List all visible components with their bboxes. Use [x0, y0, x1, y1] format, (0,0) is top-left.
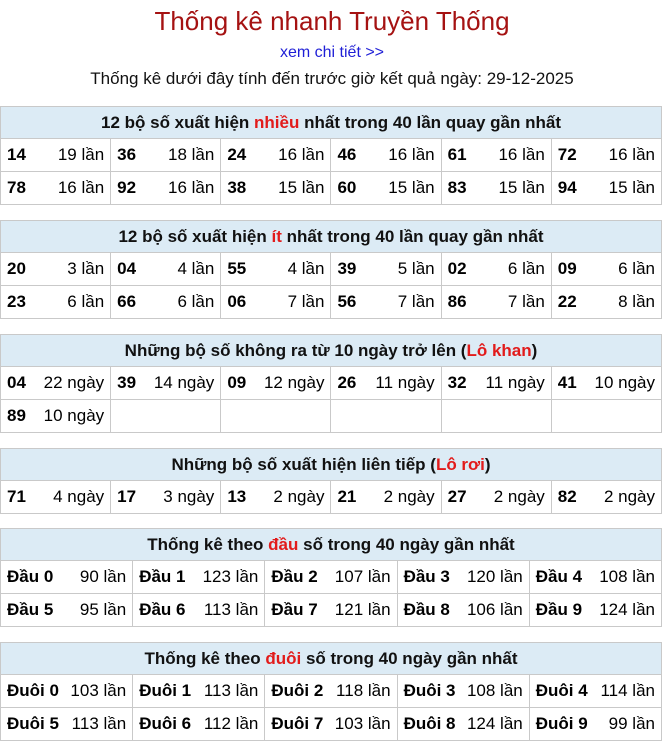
stat-cell — [529, 594, 661, 627]
count: 4 ngày — [53, 487, 105, 506]
count: 8 lần — [618, 292, 655, 311]
label: Đuôi 0 — [7, 681, 59, 700]
count: 22 ngày — [43, 373, 105, 392]
stat-cell — [397, 561, 529, 594]
label: Đuôi 3 — [403, 681, 456, 700]
heading-text: ) — [531, 340, 538, 360]
count: 15 lần — [388, 178, 435, 197]
lo-khan-heading — [1, 335, 662, 367]
heading-text: Thống kê theo — [147, 534, 269, 554]
heading-highlight: Lô khan — [466, 340, 532, 360]
count: 14 ngày — [153, 373, 215, 392]
count: 113 lần — [203, 681, 259, 700]
stat-cell — [1, 400, 111, 433]
stat-cell — [551, 172, 661, 205]
empty-cell — [331, 400, 441, 433]
stat-cell — [551, 481, 661, 514]
count: 15 lần — [498, 178, 545, 197]
number: 04 — [7, 373, 26, 392]
stat-cell — [551, 253, 661, 286]
stat-cell — [221, 481, 331, 514]
heading-text: 12 bộ số xuất hiện — [100, 112, 255, 132]
stat-cell — [441, 481, 551, 514]
table-row — [1, 400, 662, 433]
count: 90 lần — [79, 567, 127, 586]
label: Đầu 5 — [7, 600, 54, 619]
number: 89 — [7, 406, 26, 425]
number: 83 — [447, 178, 467, 197]
number: 13 — [227, 487, 247, 506]
stat-cell — [1, 286, 111, 319]
number: 61 — [447, 145, 467, 164]
label: Đuôi 6 — [139, 714, 192, 733]
count: 15 lần — [278, 178, 325, 197]
number: 04 — [117, 259, 137, 278]
table-row — [1, 253, 662, 286]
stat-cell — [221, 286, 331, 319]
label: Đầu 3 — [403, 567, 450, 586]
stat-cell — [1, 594, 133, 627]
stat-cell — [111, 253, 221, 286]
table-row — [1, 561, 662, 594]
stat-cell — [529, 708, 661, 741]
count: 121 lần — [334, 600, 391, 619]
heading-text: ) — [484, 454, 491, 474]
count: 3 ngày — [163, 487, 215, 506]
stat-cell — [397, 708, 529, 741]
label: Đầu 7 — [271, 600, 318, 619]
empty-cell — [221, 400, 331, 433]
number: 55 — [227, 259, 247, 278]
stat-cell — [1, 139, 111, 172]
count: 118 lần — [336, 681, 391, 700]
lo-khan-table — [0, 334, 662, 433]
count: 16 lần — [278, 145, 325, 164]
number: 17 — [117, 487, 137, 506]
number: 26 — [337, 373, 357, 392]
count: 16 lần — [608, 145, 655, 164]
duoi-table — [0, 642, 662, 741]
stat-cell — [331, 367, 441, 400]
count: 10 ngày — [594, 373, 655, 392]
detail-link[interactable]: xem chi tiết >> — [279, 44, 385, 61]
page-subtitle: Thống kê dưới đây tính đến trước giờ kết quả ngày: 29-12-2025 — [90, 69, 574, 88]
stat-cell — [133, 708, 265, 741]
label: Đuôi 7 — [271, 714, 324, 733]
empty-cell — [551, 400, 661, 433]
count: 11 ngày — [485, 373, 545, 392]
stat-cell — [265, 594, 397, 627]
heading-text: Những bộ số xuất hiện liên tiếp ( — [171, 454, 436, 474]
count: 10 ngày — [43, 406, 105, 425]
stat-cell — [441, 253, 551, 286]
stat-cell — [111, 139, 221, 172]
label: Đuôi 5 — [7, 714, 59, 733]
stat-cell — [221, 172, 331, 205]
count: 2 ngày — [273, 487, 325, 506]
stat-cell — [441, 367, 551, 400]
count: 3 lần — [67, 259, 105, 278]
number: 02 — [447, 259, 467, 278]
stat-cell — [1, 367, 111, 400]
label: Đầu 2 — [271, 567, 318, 586]
heading-text: Thống kê theo — [144, 648, 266, 668]
count: 16 lần — [167, 178, 215, 197]
number: 22 — [557, 292, 577, 311]
stat-cell — [441, 172, 551, 205]
label: Đầu 8 — [403, 600, 450, 619]
stat-cell — [221, 139, 331, 172]
number: 39 — [117, 373, 137, 392]
stat-cell — [111, 172, 221, 205]
count: 12 ngày — [263, 373, 325, 392]
stat-cell — [221, 253, 331, 286]
count: 6 lần — [67, 292, 105, 311]
label: Đuôi 1 — [139, 681, 192, 700]
count: 6 lần — [177, 292, 215, 311]
stat-cell — [265, 708, 397, 741]
count: 19 lần — [57, 145, 105, 164]
count: 123 lần — [202, 567, 259, 586]
number: 20 — [7, 259, 26, 278]
number: 72 — [557, 145, 577, 164]
count: 106 lần — [466, 600, 523, 619]
label: Đầu 6 — [139, 600, 186, 619]
count: 7 lần — [287, 292, 325, 311]
number: 09 — [557, 259, 577, 278]
number: 82 — [557, 487, 577, 506]
least-frequent-table — [0, 220, 662, 319]
count: 103 lần — [334, 714, 391, 733]
number: 56 — [337, 292, 357, 311]
count: 99 lần — [608, 714, 655, 733]
count: 4 lần — [287, 259, 325, 278]
stat-cell — [551, 139, 661, 172]
dau-table — [0, 528, 662, 627]
table-row — [1, 286, 662, 319]
number: 09 — [227, 373, 247, 392]
number: 21 — [337, 487, 357, 506]
heading-text: Những bộ số không ra từ 10 ngày trở lên ( — [124, 340, 467, 360]
stat-cell — [331, 253, 441, 286]
count: 112 lần — [203, 714, 259, 733]
count: 6 lần — [618, 259, 655, 278]
heading-text: số trong 40 ngày gần nhất — [301, 648, 518, 668]
count: 124 lần — [599, 600, 655, 619]
stat-cell — [441, 286, 551, 319]
stat-cell — [397, 594, 529, 627]
number: 92 — [117, 178, 137, 197]
count: 16 lần — [498, 145, 545, 164]
count: 6 lần — [507, 259, 545, 278]
count: 95 lần — [79, 600, 127, 619]
heading-highlight: ít — [271, 226, 282, 246]
number: 71 — [7, 487, 26, 506]
stat-cell — [331, 172, 441, 205]
table-row — [1, 481, 662, 514]
least-frequent-heading — [1, 221, 662, 253]
number: 23 — [7, 292, 26, 311]
count: 107 lần — [334, 567, 391, 586]
label: Đầu 4 — [535, 567, 583, 586]
stat-cell — [265, 561, 397, 594]
stat-cell — [551, 286, 661, 319]
stat-cell — [265, 675, 397, 708]
number: 86 — [447, 292, 467, 311]
number: 36 — [117, 145, 137, 164]
number: 41 — [557, 373, 577, 392]
label: Đuôi 4 — [535, 681, 588, 700]
lo-roi-heading — [1, 449, 662, 481]
heading-highlight: đầu — [268, 534, 299, 554]
count: 11 ngày — [375, 373, 435, 392]
most-frequent-table — [0, 106, 662, 205]
stat-cell — [1, 253, 111, 286]
number: 46 — [337, 145, 357, 164]
label: Đầu 1 — [139, 567, 186, 586]
number: 32 — [447, 373, 467, 392]
lo-roi-table — [0, 448, 662, 514]
count: 7 lần — [397, 292, 435, 311]
heading-highlight: Lô rơi — [435, 454, 485, 474]
count: 2 ngày — [383, 487, 435, 506]
count: 108 lần — [599, 567, 655, 586]
table-row — [1, 172, 662, 205]
count: 15 lần — [608, 178, 655, 197]
number: 06 — [227, 292, 247, 311]
stat-cell — [529, 561, 661, 594]
label: Đầu 9 — [535, 600, 583, 619]
number: 14 — [7, 145, 26, 164]
table-row — [1, 708, 662, 741]
stat-cell — [1, 561, 133, 594]
stat-cell — [133, 594, 265, 627]
heading-highlight: nhiều — [254, 112, 300, 132]
count: 2 ngày — [493, 487, 545, 506]
stat-cell — [331, 481, 441, 514]
count: 7 lần — [507, 292, 545, 311]
stat-cell — [1, 481, 111, 514]
stat-cell — [221, 367, 331, 400]
number: 94 — [557, 178, 577, 197]
stat-cell — [111, 481, 221, 514]
stat-cell — [1, 675, 133, 708]
stat-cell — [529, 675, 661, 708]
dau-heading — [1, 529, 662, 561]
heading-text: nhất trong 40 lần quay gần nhất — [281, 226, 544, 246]
heading-text: số trong 40 ngày gần nhất — [298, 534, 515, 554]
number: 24 — [227, 145, 247, 164]
count: 103 lần — [70, 681, 127, 700]
stat-cell — [133, 675, 265, 708]
stat-cell — [111, 367, 221, 400]
stat-cell — [397, 675, 529, 708]
count: 2 ngày — [603, 487, 655, 506]
table-row — [1, 139, 662, 172]
stat-cell — [111, 286, 221, 319]
count: 108 lần — [466, 681, 523, 700]
count: 4 lần — [177, 259, 215, 278]
number: 38 — [227, 178, 247, 197]
stat-cell — [1, 172, 111, 205]
duoi-heading — [1, 643, 662, 675]
count: 16 lần — [388, 145, 435, 164]
count: 114 lần — [600, 681, 655, 700]
empty-cell — [111, 400, 221, 433]
number: 39 — [337, 259, 357, 278]
stat-cell — [441, 139, 551, 172]
stat-cell — [1, 708, 133, 741]
count: 113 lần — [203, 600, 259, 619]
stat-cell — [331, 139, 441, 172]
table-row — [1, 367, 662, 400]
table-row — [1, 594, 662, 627]
count: 16 lần — [57, 178, 105, 197]
stat-cell — [551, 367, 661, 400]
heading-highlight: đuôi — [265, 648, 302, 668]
most-frequent-heading — [1, 107, 662, 139]
number: 60 — [337, 178, 357, 197]
count: 113 lần — [71, 714, 127, 733]
count: 120 lần — [466, 567, 523, 586]
stat-cell — [133, 561, 265, 594]
label: Đầu 0 — [7, 567, 54, 586]
label: Đuôi 8 — [403, 714, 456, 733]
number: 66 — [117, 292, 137, 311]
page-title: Thống kê nhanh Truyền Thống — [154, 6, 510, 36]
label: Đuôi 9 — [535, 714, 588, 733]
table-row — [1, 675, 662, 708]
number: 27 — [447, 487, 467, 506]
number: 78 — [7, 178, 26, 197]
count: 18 lần — [167, 145, 215, 164]
label: Đuôi 2 — [271, 681, 324, 700]
heading-text: nhất trong 40 lần quay gần nhất — [299, 112, 562, 132]
heading-text: 12 bộ số xuất hiện — [118, 226, 272, 246]
stat-cell — [331, 286, 441, 319]
empty-cell — [441, 400, 551, 433]
count: 5 lần — [397, 259, 435, 278]
count: 124 lần — [466, 714, 523, 733]
